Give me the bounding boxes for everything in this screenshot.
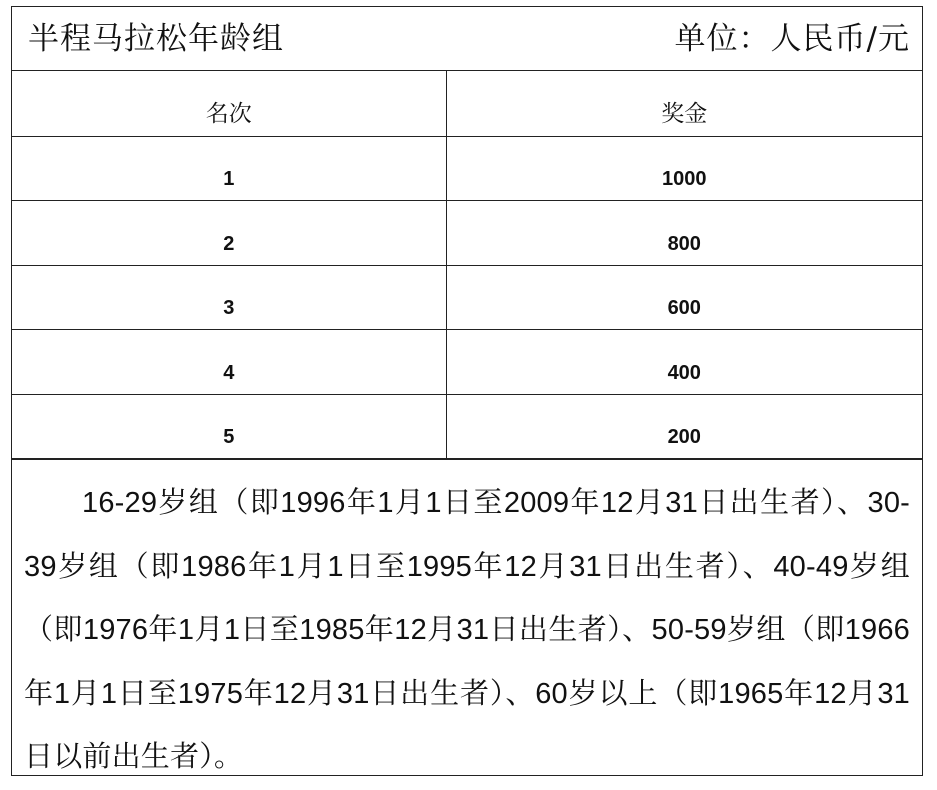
table-row [12,330,922,395]
rank-cell: 2 [12,201,446,266]
age-group-notes [12,459,922,790]
table-row [12,201,922,266]
prize-table [12,71,922,459]
rank-cell: 1 [12,136,446,201]
table-row [12,136,922,201]
table-row [12,265,922,330]
column-header-rank: 名次 [12,71,446,136]
table-row [12,394,922,459]
rank-cell: 3 [12,265,446,330]
table-title: 半程马拉松年龄组 [28,21,284,57]
rank-cell: 4 [12,330,446,395]
column-header-prize: 奖金 [446,71,922,136]
prize-cell: 200 [446,394,922,459]
table-header-row [12,71,922,136]
prize-cell: 1000 [446,136,922,201]
prize-cell: 400 [446,330,922,395]
prize-cell: 800 [446,201,922,266]
currency-unit: 单位：人民币/元 [674,21,910,57]
prize-cell: 600 [446,265,922,330]
header-row [12,7,922,71]
age-group-notes-text: 16-29岁组（即1996年1月1日至2009年12月31日出生者）、30-39岁组（即1986年1月1日至1995年12月31日出生者）、40-49岁组（即1976年1月1日至1985年12月31日出生者）、50-59岁组（即1966年1月1日至1975年12月31日出生者）、60岁以上（即1965年12月31日以前出生者）。 [24,487,910,773]
rank-cell: 5 [12,394,446,459]
prize-table-document [11,6,923,776]
